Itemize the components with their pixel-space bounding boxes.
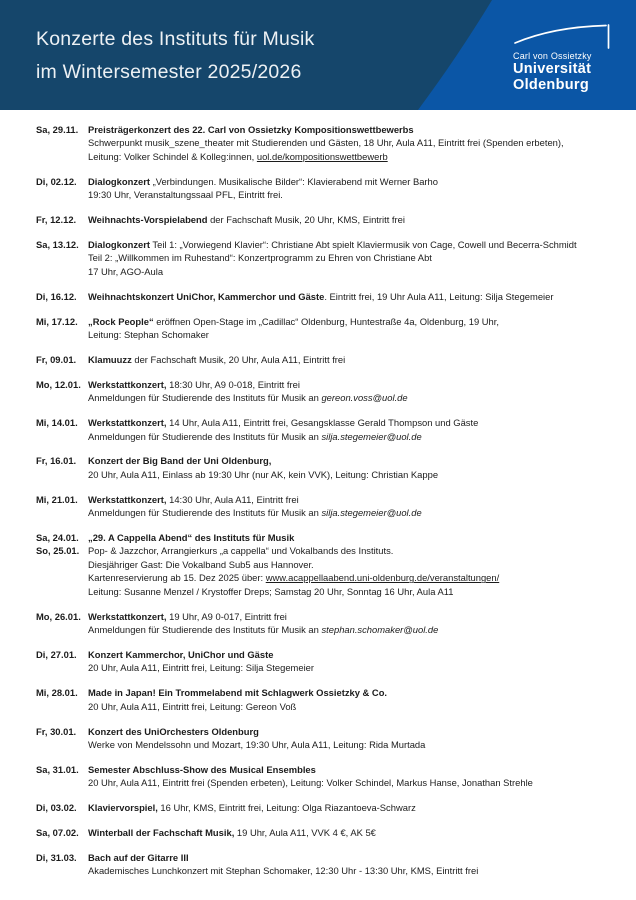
event-text: Leitung: Volker Schindel & Kolleg:innen, — [88, 150, 257, 162]
event-title-text: Konzert Kammerchor, UniChor und Gäste — [88, 648, 274, 660]
event-line — [88, 290, 608, 303]
university-logo — [513, 23, 616, 93]
event-text: 20 Uhr, Aula A11, Eintritt frei (Spenden erbeten), Leitung: Volker Schindel, Markus Hanse, Jonathan Strehle — [88, 777, 533, 789]
event-row — [36, 454, 608, 481]
event-content — [88, 123, 608, 163]
event-line — [88, 506, 608, 519]
event-date — [36, 610, 88, 623]
event-date — [36, 493, 88, 506]
event-row — [36, 801, 608, 814]
event-text: 17 Uhr, AGO-Aula — [88, 265, 164, 277]
event-link[interactable]: uol.de/kompositionswettbewerb — [256, 150, 388, 162]
event-date — [36, 725, 88, 738]
event-row — [36, 851, 608, 878]
event-content — [88, 175, 608, 202]
event-line — [88, 648, 608, 661]
event-line — [88, 776, 608, 789]
event-row — [36, 416, 608, 443]
event-date — [36, 315, 88, 328]
event-text: 19:30 Uhr, Veranstaltungssaal PFL, Eintritt frei. — [88, 189, 283, 201]
event-line — [88, 725, 608, 738]
event-line — [88, 353, 608, 366]
event-line — [88, 738, 608, 751]
event-row — [36, 290, 608, 303]
event-text: Anmeldungen für Studierende des Instituts für Musik an — [88, 430, 322, 442]
event-line — [88, 328, 608, 341]
event-content — [88, 454, 608, 481]
event-row — [36, 238, 608, 278]
event-email-text: silja.stegemeier@uol.de — [321, 507, 422, 519]
event-line — [88, 265, 608, 278]
event-date-line: Fr, 09.01. — [36, 353, 77, 365]
event-list — [0, 110, 636, 878]
event-date-line: Mo, 26.01. — [36, 610, 81, 622]
event-date-line: Mi, 21.01. — [36, 493, 78, 505]
event-date-line: Sa, 24.01. — [36, 532, 79, 544]
event-text: 20 Uhr, Aula A11, Einlass ab 19:30 Uhr (nur AK, kein VVK), Leitung: Christian Kappe — [88, 468, 439, 480]
page-title-line2: im Wintersemester 2025/2026 — [36, 61, 302, 83]
event-text: Kartenreservierung ab 15. Dez 2025 über: — [88, 572, 266, 584]
event-line — [88, 826, 608, 839]
event-text: 20 Uhr, Aula A11, Eintritt frei, Leitung: Silja Stegemeier — [88, 662, 314, 674]
event-title-text: „29. A Cappella Abend“ des Instituts für Musik — [88, 532, 295, 544]
event-content — [88, 826, 608, 839]
event-text: 16 Uhr, KMS, Eintritt frei, Leitung: Olga Riazantoeva-Schwarz — [157, 802, 416, 814]
event-line — [88, 544, 608, 557]
event-line — [88, 175, 608, 188]
event-row — [36, 610, 608, 637]
event-row — [36, 378, 608, 405]
event-text: Anmeldungen für Studierende des Instituts für Musik an — [88, 392, 322, 404]
event-title-text: Konzert der Big Band der Uni Oldenburg, — [88, 455, 272, 467]
event-text: Schwerpunkt musik_szene_theater mit Studierenden und Gästen, 18 Uhr, Aula A11, Eintritt frei (Spenden erbeten), — [88, 137, 564, 149]
event-line — [88, 378, 608, 391]
event-email-text: gereon.voss@uol.de — [321, 392, 408, 404]
event-line — [88, 238, 608, 251]
event-text: eröffnen Open-Stage im „Cadillac“ Oldenburg, Huntestraße 4a, Oldenburg, 19 Uhr, — [153, 315, 499, 327]
event-content — [88, 493, 608, 520]
event-line — [88, 150, 608, 163]
event-date — [36, 238, 88, 251]
event-line — [88, 700, 608, 713]
event-title-text: Semester Abschluss-Show des Musical Ensembles — [88, 763, 316, 775]
event-line — [88, 686, 608, 699]
event-line — [88, 430, 608, 443]
event-line — [88, 251, 608, 264]
event-line — [88, 558, 608, 571]
event-row — [36, 725, 608, 752]
event-line — [88, 864, 608, 877]
event-line — [88, 585, 608, 598]
event-line — [88, 454, 608, 467]
event-text: Anmeldungen für Studierende des Instituts für Musik an — [88, 623, 322, 635]
event-content — [88, 801, 608, 814]
event-text: Leitung: Stephan Schomaker — [88, 328, 209, 340]
event-date — [36, 648, 88, 661]
event-content — [88, 416, 608, 443]
event-title-text: Klaviervorspiel, — [88, 802, 158, 814]
event-line — [88, 801, 608, 814]
event-row — [36, 763, 608, 790]
event-text: der Fachschaft Musik, 20 Uhr, KMS, Eintritt frei — [207, 214, 405, 226]
event-text: Teil 1: „Vorwiegend Klavier“: Christiane Abt spielt Klaviermusik von Cage, Cowell und Becerra-Schmidt — [150, 238, 577, 250]
event-content — [88, 851, 608, 878]
event-content — [88, 686, 608, 713]
event-text: 18:30 Uhr, A9 0-018, Eintritt frei — [166, 378, 300, 390]
event-content — [88, 238, 608, 278]
event-content — [88, 213, 608, 226]
event-row — [36, 686, 608, 713]
event-line — [88, 493, 608, 506]
event-title-text: Werkstattkonzert, — [88, 610, 167, 622]
event-date — [36, 851, 88, 864]
event-date — [36, 416, 88, 429]
event-line — [88, 610, 608, 623]
event-title-text: Werkstattkonzert, — [88, 493, 167, 505]
event-text: Akademisches Lunchkonzert mit Stephan Schomaker, 12:30 Uhr - 13:30 Uhr, KMS, Eintritt frei — [88, 865, 479, 877]
event-title-text: Winterball der Fachschaft Musik, — [88, 827, 235, 839]
event-date-line: Mi, 14.01. — [36, 417, 78, 429]
event-line — [88, 315, 608, 328]
event-date — [36, 175, 88, 188]
event-date — [36, 531, 88, 558]
event-email-text: silja.stegemeier@uol.de — [321, 430, 422, 442]
header-band — [0, 0, 636, 110]
event-date — [36, 454, 88, 467]
event-content — [88, 648, 608, 675]
event-row — [36, 175, 608, 202]
event-title-text: Dialogkonzert — [88, 238, 150, 250]
event-row — [36, 531, 608, 598]
event-date — [36, 123, 88, 136]
logo-text-oldenburg: Oldenburg — [513, 76, 589, 93]
event-content — [88, 610, 608, 637]
event-date — [36, 378, 88, 391]
event-date-line: Mi, 28.01. — [36, 687, 78, 699]
event-line — [88, 123, 608, 136]
event-link[interactable]: www.acappellaabend.uni-oldenburg.de/veranstaltungen/ — [265, 572, 500, 584]
event-row — [36, 213, 608, 226]
event-title-text: „Rock People“ — [88, 315, 154, 327]
event-text: 19 Uhr, Aula A11, VVK 4 €, AK 5€ — [234, 827, 376, 839]
event-line — [88, 391, 608, 404]
event-title-text: Dialogkonzert — [88, 175, 150, 187]
event-line — [88, 136, 608, 149]
event-date-line: Di, 16.12. — [36, 290, 77, 302]
event-line — [88, 623, 608, 636]
event-date-line: Di, 02.12. — [36, 175, 77, 187]
event-title-text: Werkstattkonzert, — [88, 378, 167, 390]
event-text: Diesjähriger Gast: Die Vokalband Sub5 aus Hannover. — [88, 558, 314, 570]
event-text: Pop- & Jazzchor, Arrangierkurs „a cappella“ und Vokalbands des Instituts. — [88, 545, 394, 557]
event-title-text: Made in Japan! Ein Trommelabend mit Schlagwerk Ossietzky & Co. — [88, 687, 388, 699]
event-date-line: Sa, 07.02. — [36, 827, 79, 839]
event-text: Leitung: Susanne Menzel / Krystoffer Dreps; Samstag 20 Uhr, Sonntag 16 Uhr, Aula A11 — [88, 585, 454, 597]
event-date-line: Fr, 16.01. — [36, 455, 77, 467]
event-date-line: Fr, 12.12. — [36, 214, 77, 226]
event-date — [36, 213, 88, 226]
event-content — [88, 763, 608, 790]
event-date — [36, 801, 88, 814]
event-line — [88, 763, 608, 776]
logo-arc-icon — [513, 23, 616, 49]
logo-text-carl-von-ossietzky: Carl von Ossietzky — [513, 51, 592, 61]
event-date — [36, 686, 88, 699]
event-content — [88, 531, 608, 598]
event-line — [88, 531, 608, 544]
event-line — [88, 851, 608, 864]
event-row — [36, 493, 608, 520]
event-content — [88, 290, 608, 303]
event-date — [36, 353, 88, 366]
event-email-text: stephan.schomaker@uol.de — [321, 623, 439, 635]
event-date-line: Fr, 30.01. — [36, 725, 77, 737]
event-date-line: So, 25.01. — [36, 545, 80, 557]
event-date-line: Mo, 12.01. — [36, 378, 81, 390]
event-date-line: Sa, 31.01. — [36, 763, 79, 775]
event-line — [88, 571, 608, 584]
event-line — [88, 188, 608, 201]
event-date-line: Di, 31.03. — [36, 851, 77, 863]
event-title-text: Konzert des UniOrchesters Oldenburg — [88, 725, 259, 737]
event-text: 14 Uhr, Aula A11, Eintritt frei, Gesangsklasse Gerald Thompson und Gäste — [166, 417, 479, 429]
page-title-line1: Konzerte des Instituts für Musik — [36, 28, 315, 50]
event-title-text: Weihnachts-Vorspielabend — [88, 214, 208, 226]
event-line — [88, 213, 608, 226]
event-content — [88, 353, 608, 366]
event-date-line: Sa, 29.11. — [36, 124, 79, 135]
event-title-text: Weihnachtskonzert UniChor, Kammerchor und Gäste — [88, 290, 325, 302]
event-text: Werke von Mendelssohn und Mozart, 19:30 Uhr, Aula A11, Leitung: Rida Murtada — [88, 738, 426, 750]
event-text: 14:30 Uhr, Aula A11, Eintritt frei — [166, 493, 299, 505]
event-line — [88, 468, 608, 481]
event-title-text: Bach auf der Gitarre III — [88, 851, 189, 863]
event-date-line: Di, 27.01. — [36, 648, 77, 660]
event-row — [36, 315, 608, 342]
event-date-line: Sa, 13.12. — [36, 238, 79, 250]
event-content — [88, 725, 608, 752]
event-title-text: Preisträgerkonzert des 22. Carl von Ossietzky Kompositionswettbewerbs — [88, 124, 414, 135]
event-text: . Eintritt frei, 19 Uhr Aula A11, Leitung: Silja Stegemeier — [324, 290, 554, 302]
event-title-text: Klamuuzz — [88, 353, 132, 365]
event-text: 20 Uhr, Aula A11, Eintritt frei, Leitung: Gereon Voß — [88, 700, 297, 712]
event-text: „Verbindungen. Musikalische Bilder“: Klavierabend mit Werner Barho — [150, 175, 438, 187]
event-line — [88, 416, 608, 429]
event-content — [88, 378, 608, 405]
event-title-text: Werkstattkonzert, — [88, 417, 167, 429]
event-date-line: Mi, 17.12. — [36, 315, 78, 327]
event-text: 19 Uhr, A9 0-017, Eintritt frei — [166, 610, 287, 622]
event-date — [36, 826, 88, 839]
page-title — [36, 23, 314, 89]
event-date-line: Di, 03.02. — [36, 802, 77, 814]
event-date — [36, 290, 88, 303]
event-text: Teil 2: „Willkommen im Ruhestand“: Konzertprogramm zu Ehren von Christiane Abt — [88, 252, 432, 264]
event-row — [36, 826, 608, 839]
event-line — [88, 661, 608, 674]
logo-text-universitaet: Universität — [513, 61, 592, 77]
event-date — [36, 763, 88, 776]
event-text: der Fachschaft Musik, 20 Uhr, Aula A11, Eintritt frei — [131, 353, 346, 365]
event-row — [36, 648, 608, 675]
event-row — [36, 123, 608, 163]
event-row — [36, 353, 608, 366]
event-text: Anmeldungen für Studierende des Instituts für Musik an — [88, 507, 322, 519]
event-content — [88, 315, 608, 342]
